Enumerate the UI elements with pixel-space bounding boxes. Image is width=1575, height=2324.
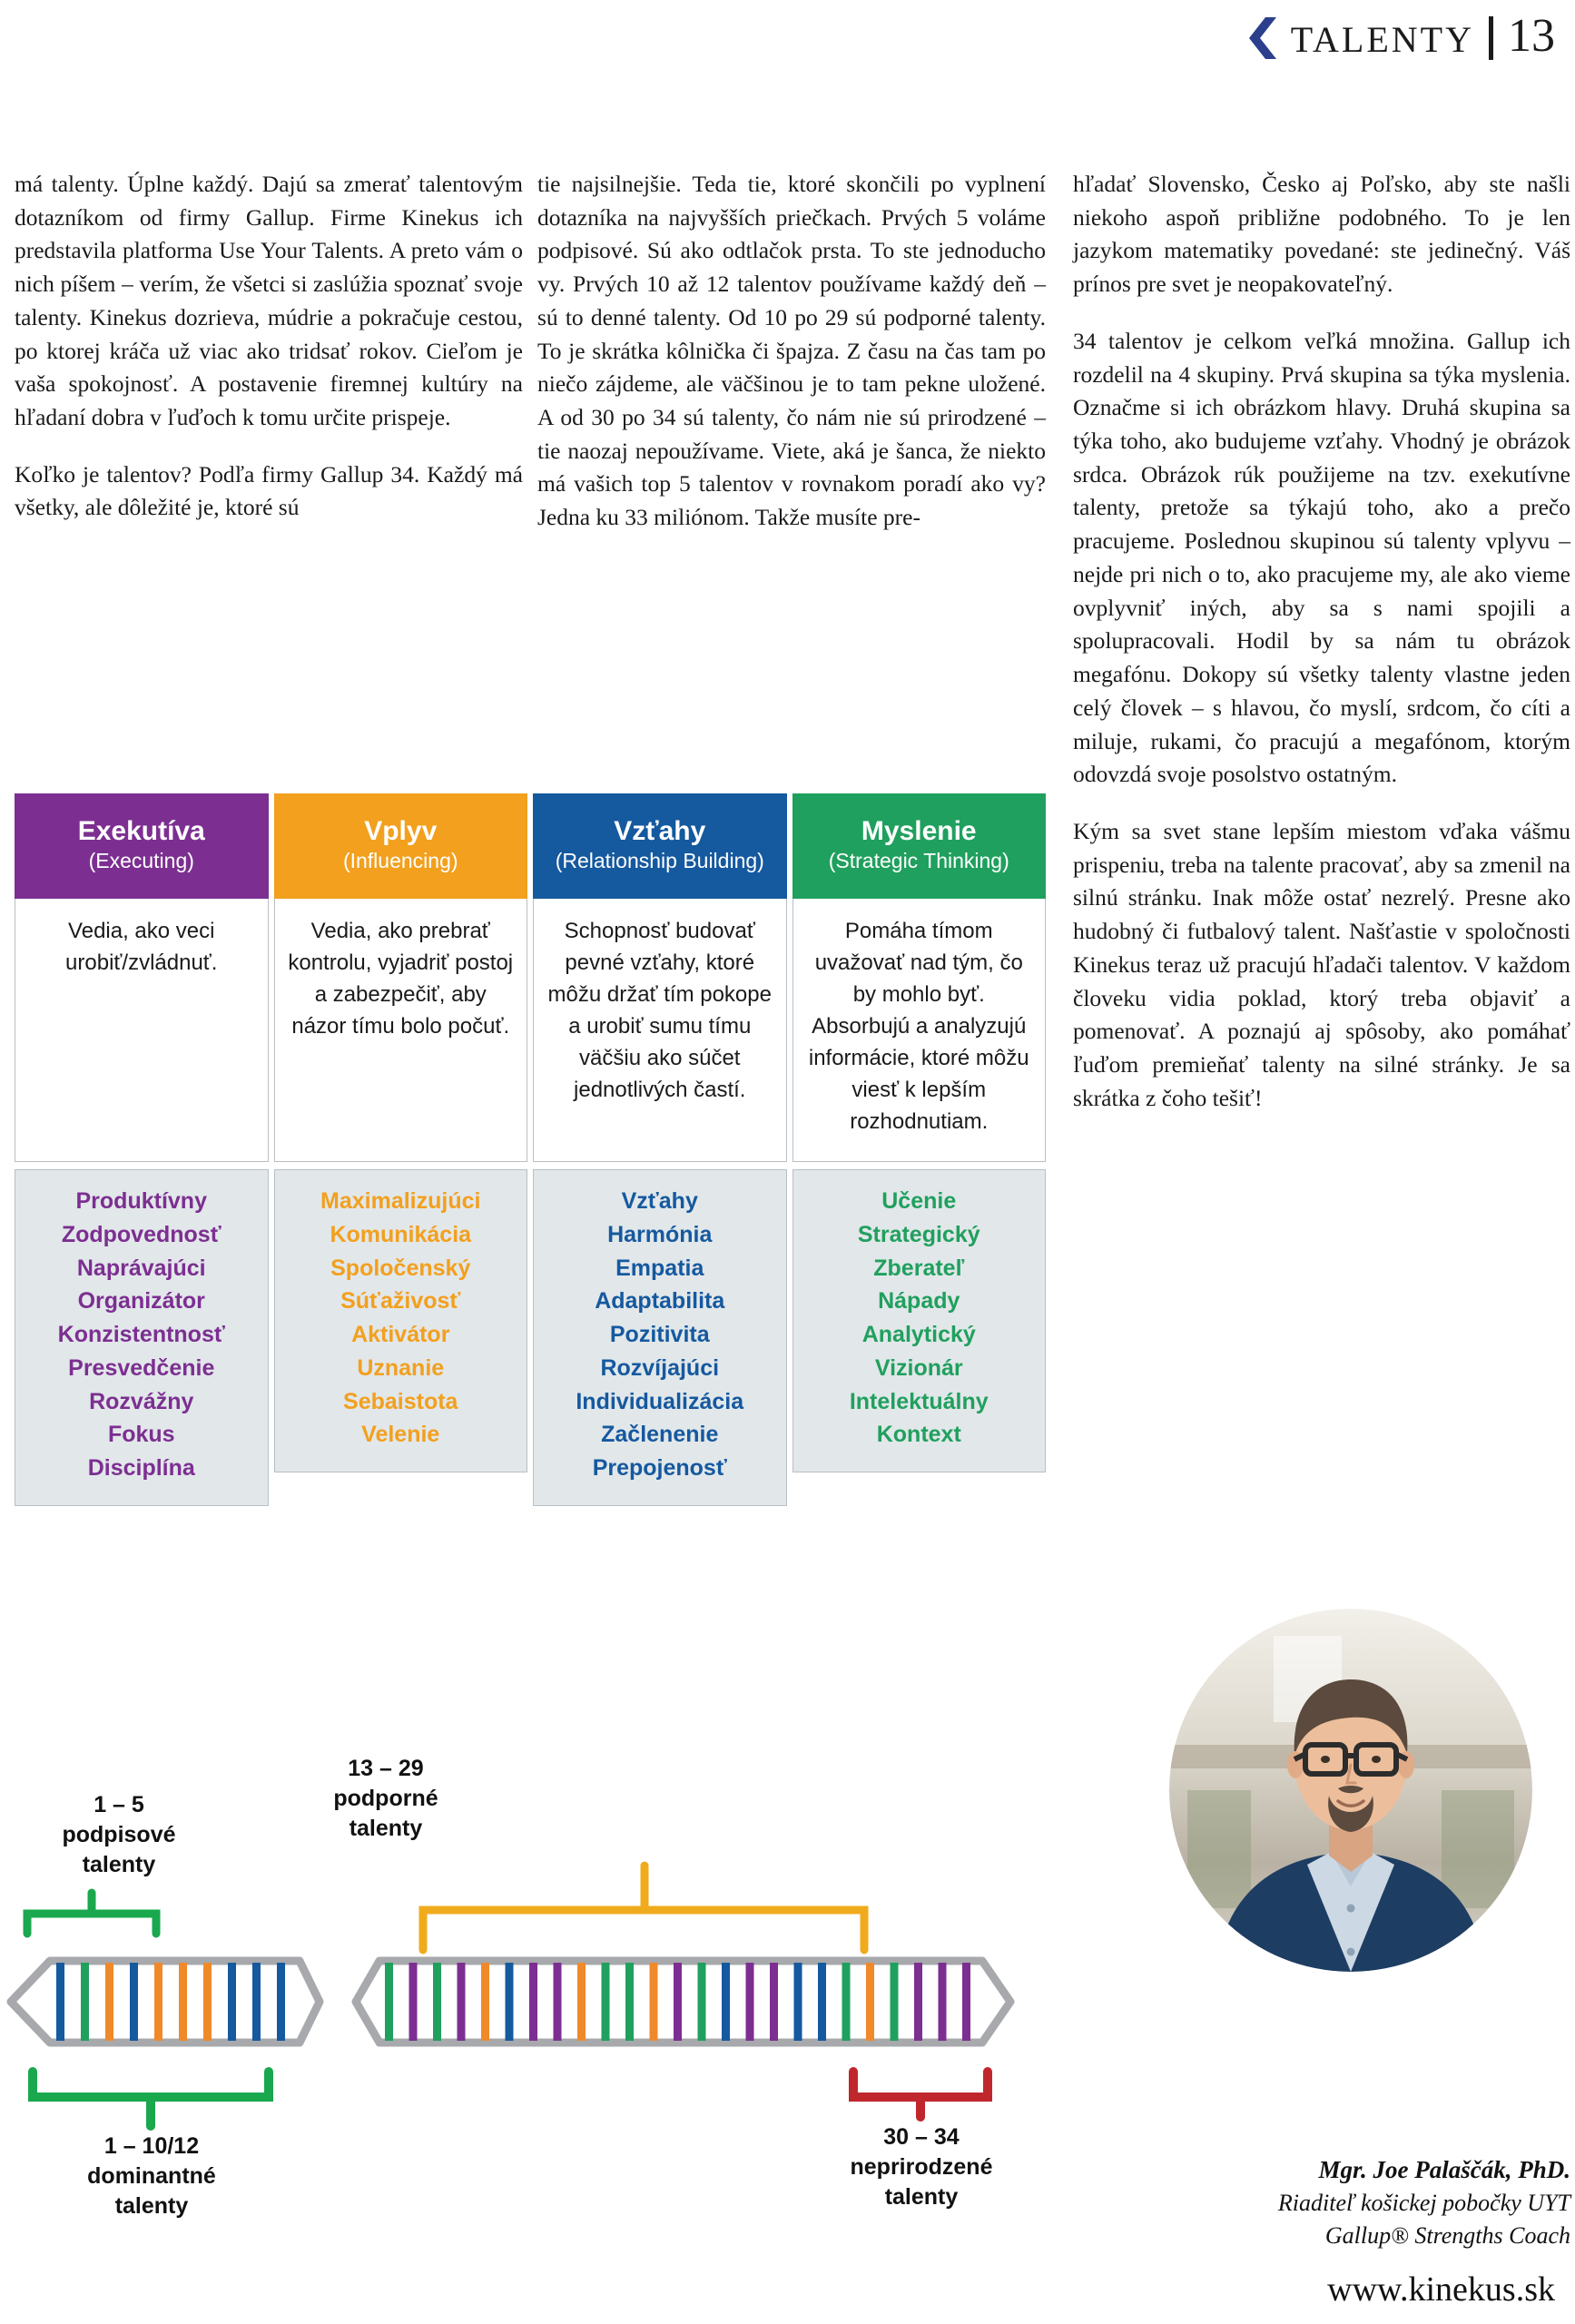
signature-talents-label: 1 – 5 podpisové talenty (62, 1792, 176, 1877)
talent-item: Pozitivita (609, 1322, 710, 1347)
author-photo (1169, 1609, 1532, 1972)
talent-domain-column (15, 793, 269, 1506)
talent-domain-column (274, 793, 528, 1506)
talent-item: Rozvážny (89, 1388, 194, 1414)
talent-domain-title-sk: Vplyv (364, 816, 438, 847)
author-role-2: Gallup® Strengths Coach (1324, 2222, 1570, 2250)
author-name: Mgr. Joe Palaščák, PhD. (1318, 2156, 1570, 2183)
talent-bar (650, 1963, 658, 2041)
article-column-3 (1073, 168, 1570, 1115)
talent-item: Disciplína (87, 1455, 195, 1481)
talent-item: Organizátor (77, 1288, 205, 1315)
talent-domain-header (533, 793, 787, 899)
unnatural-brace (853, 2072, 988, 2117)
talent-bar (385, 1963, 393, 2041)
talent-bar (625, 1963, 634, 2041)
talent-bar (770, 1963, 778, 2041)
talent-item: Zodpovednosť (61, 1221, 221, 1247)
talent-domain-title-en: (Relationship Building) (555, 849, 764, 872)
talent-bar (577, 1963, 586, 2041)
talent-domain-title-sk: Vzťahy (614, 816, 706, 847)
signature-brace (27, 1893, 156, 1934)
talent-item: Komunikácia (330, 1221, 472, 1247)
talent-item: Nápady (878, 1288, 960, 1315)
paragraph: Kým sa svet stane lepším miestom vďaka vášmu prispeniu, treba na talente pracovať, aby sa zmenil na silnú stránku. Inak môže ostať nezrelý. Presne ako hudobný či futbalový talent. Našťastie v spoločnosti Kinekus teraz už pracujú hľadači talentov. V každom človeku vidia poklad, ktorý treba objaviť a pomenovať. A poznajú aj spôsoby, ako pomáhať ľuďom premieňať talenty na silné stránky. Je sa skrátka z čoho tešiť! (1073, 817, 1570, 1111)
talent-bar (458, 1963, 466, 2041)
article-column-1 (15, 168, 523, 525)
talent-domain-header (792, 793, 1047, 899)
talent-bar (554, 1963, 562, 2041)
talent-bar (506, 1963, 514, 2041)
talent-bar (81, 1963, 89, 2041)
talent-item: Súťaživosť (340, 1288, 461, 1315)
talent-item: Fokus (107, 1422, 175, 1448)
talent-bar (746, 1963, 754, 2041)
talent-bar (842, 1963, 851, 2041)
talent-item: Konzistentnosť (57, 1322, 225, 1347)
talent-item: Analytický (861, 1322, 976, 1347)
talent-domain-description: Vedia, ako veci urobiť/zvládnuť. (15, 899, 269, 1162)
talent-bar (939, 1963, 947, 2041)
support-brace (423, 1866, 864, 1950)
talent-domain-list (15, 1169, 269, 1506)
talent-bar (481, 1963, 489, 2041)
talent-domain-header (274, 793, 528, 899)
talent-bar (962, 1963, 970, 2041)
talent-item: Aktivátor (351, 1322, 450, 1347)
talent-item: Spoločenský (330, 1255, 471, 1281)
page-number: 13 (1508, 10, 1555, 62)
masthead-title: TALENTY (1290, 18, 1474, 60)
unnatural-talents-label: 30 – 34 neprirodzené talenty (850, 2124, 993, 2210)
chevron-left-icon (1249, 17, 1276, 59)
talent-bar (105, 1963, 113, 2041)
dominant-brace (33, 2072, 269, 2126)
talent-bar (252, 1963, 261, 2041)
talent-domains-table (15, 793, 1046, 1506)
author-byline (1117, 2153, 1570, 2252)
paragraph: Koľko je talentov? Podľa firmy Gallup 34. Každý má všetky, ale dôležité je, ktoré sú (15, 460, 523, 521)
talent-item: Empatia (615, 1255, 704, 1281)
talent-domain-list (792, 1169, 1047, 1472)
talent-bar (277, 1963, 285, 2041)
talent-bar (529, 1963, 537, 2041)
talent-bar (433, 1963, 441, 2041)
support-talents-label: 13 – 29 podporné talenty (333, 1756, 438, 1841)
talent-item: Produktívny (75, 1188, 207, 1214)
masthead-divider (1489, 16, 1493, 60)
talent-item: Zberateľ (873, 1255, 965, 1281)
talent-domain-title-sk: Exekutíva (77, 816, 205, 847)
talent-bar (154, 1963, 162, 2041)
talent-item: Vizionár (874, 1354, 963, 1381)
talent-domain-list (533, 1169, 787, 1506)
talent-bar (130, 1963, 138, 2041)
talent-bar (818, 1963, 826, 2041)
strip-right-segment (356, 1961, 1010, 2043)
website-url[interactable]: www.kinekus.sk (1327, 2270, 1555, 2309)
talent-domain-title-en: (Strategic Thinking) (828, 849, 1009, 872)
talent-item: Velenie (361, 1422, 440, 1448)
talent-bar (794, 1963, 802, 2041)
masthead (1249, 10, 1555, 63)
talent-bar (914, 1963, 922, 2041)
talent-item: Kontext (876, 1422, 961, 1448)
talent-item: Individualizácia (576, 1388, 744, 1414)
talent-domain-title-en: (Executing) (88, 849, 194, 872)
author-portrait (1169, 1609, 1532, 1972)
talent-domain-column (792, 793, 1047, 1506)
talent-item: Sebaistota (343, 1388, 458, 1414)
talent-domain-description: Vedia, ako prebrať kontrolu, vyjadriť postoj a zabezpečiť, aby názor tímu bolo počuť. (274, 899, 528, 1162)
talent-bar (674, 1963, 682, 2041)
talent-domain-description: Pomáha tímom uvažovať nad tým, čo by mohlo byť. Absorbujú a analyzujú informácie, ktoré môžu viesť k lepším rozhodnutiam. (792, 899, 1047, 1162)
talent-bar (228, 1963, 236, 2041)
talent-domain-column (533, 793, 787, 1506)
paragraph: má talenty. Úplne každý. Dajú sa zmerať talentovým dotazníkom od firmy Gallup. Firme Kinekus ich predstavila platforma Use Your Talents. A preto vám o nich píšem – verím, že všetci si zaslúžia spoznať svoje talenty. Kinekus dozrieva, múdrie a pokračuje cestou, po ktorej kráča už viac ako tridsať rokov. Cieľom je vaša spokojnosť. A postavenie firemnej kultúry na hľadaní dobra v ľuďoch k tomu určite prispeje. (15, 171, 523, 431)
talent-bar (203, 1963, 212, 2041)
talent-item: Maximalizujúci (320, 1188, 481, 1214)
talent-ranking-diagram (0, 1716, 1071, 2297)
talent-bar (56, 1963, 64, 2041)
talent-bar (722, 1963, 730, 2041)
talent-item: Prepojenosť (592, 1455, 727, 1481)
talent-domain-header (15, 793, 269, 899)
paragraph: hľadať Slovensko, Česko aj Poľsko, aby ste našli niekoho aspoň približne podobného. To je len jazykom matematiky povedané: ste jedinečný. Váš prínos pre svet je neopakovateľný. (1073, 171, 1570, 298)
talent-item: Rozvíjajúci (600, 1354, 720, 1381)
talent-item: Strategický (857, 1221, 980, 1247)
author-role-1: Riaditeľ košickej pobočky UYT (1277, 2190, 1570, 2217)
article-column-2 (537, 168, 1046, 535)
talent-domain-description: Schopnosť budovať pevné vzťahy, ktoré môžu držať tím pokope a urobiť sumu tímu väčšiu ako súčet jednotlivých častí. (533, 899, 787, 1162)
talent-bar (179, 1963, 187, 2041)
talent-item: Adaptabilita (595, 1288, 725, 1315)
talent-item: Začlenenie (601, 1422, 719, 1448)
dominant-talents-label: 1 – 10/12 dominantné talenty (87, 2133, 216, 2219)
talent-domain-title-en: (Influencing) (342, 849, 458, 872)
talent-bar (866, 1963, 874, 2041)
talent-item: Intelektuálny (849, 1388, 989, 1414)
talent-bar (602, 1963, 610, 2041)
talent-item: Presvedčenie (68, 1354, 215, 1381)
paragraph: tie najsilnejšie. Teda tie, ktoré skončili po vyplnení dotazníka na najvyšších priečkach. Prvých 5 voláme podpisové. Sú ako odtlačok prsta. To ste jednoducho vy. Prvých 10 až 12 talentov používame každý deň – sú to denné talenty. Od 10 po 29 sú podporné talenty. To je skrátka kôlnička či špajza. Z času na čas tam po niečo zájdeme, ale väčšinou je to tam pekne uložené. A od 30 po 34 sú talenty, čo nám nie sú prirodzené – tie naozaj nepoužívame. Viete, aká je šanca, že niekto má vašich top 5 talentov v rovnakom poradí ako vy? Jedna ku 33 miliónom. Takže musíte pre- (537, 171, 1046, 531)
talent-bar (409, 1963, 418, 2041)
talent-domain-list (274, 1169, 528, 1472)
talent-domain-title-sk: Myslenie (861, 816, 977, 847)
talent-item: Učenie (881, 1188, 957, 1214)
talent-item: Naprávajúci (76, 1255, 206, 1281)
talent-bar (698, 1963, 706, 2041)
talent-bar (891, 1963, 899, 2041)
talent-item: Uznanie (357, 1354, 445, 1381)
talent-item: Vzťahy (621, 1188, 698, 1214)
paragraph: 34 talentov je celkom veľká množina. Gallup ich rozdelil na 4 skupiny. Prvá skupina sa týka myslenia. Označme si ich obrázkom hlavy. Druhá skupina sa týka toho, ako budujeme vzťahy. Vhodný je obrázok srdca. Obrázok rúk použijeme na tzv. exekutívne talenty, pretože sa týkajú toho, ako a prečo pracujeme. Poslednou skupinou sú talenty vplyvu – nejde pri nich o to, ako pracujeme my, ale ako vieme ovplyvniť iných, aby sa s nami spojili a spolupracovali. Hodil by sa nám tu obrázok megafónu. Dokopy sú všetky talenty vlastne jeden celý človek – s hlavou, čo myslí, srdcom, čo cíti a miluje, rukami, čo pracujú a megafónom, ktorým odovzdá svoje posolstvo ostatným. (1073, 327, 1570, 788)
talent-item: Harmónia (607, 1221, 713, 1247)
